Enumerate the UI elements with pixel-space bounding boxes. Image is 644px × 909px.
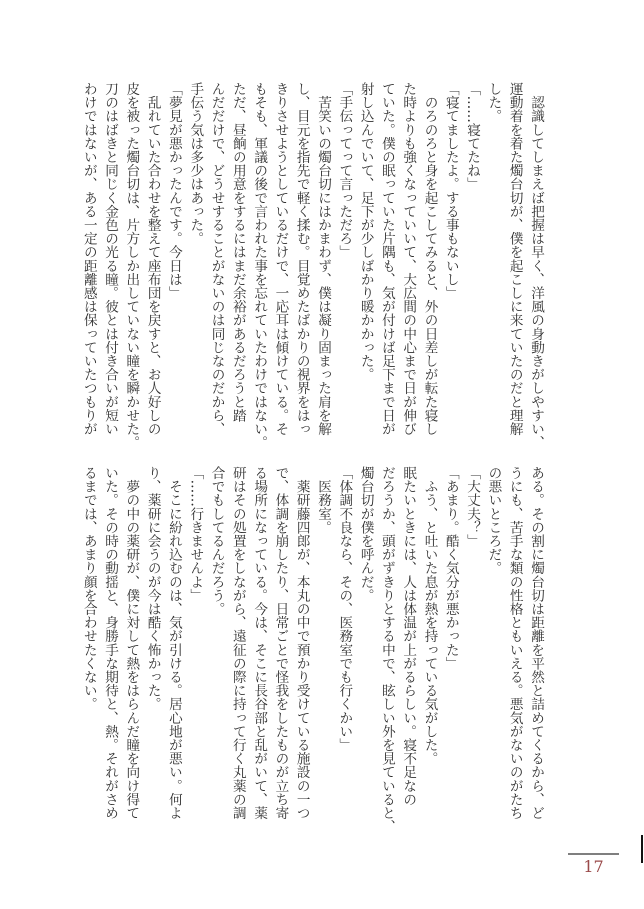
text-column: 「あまり。酷く気分が悪かった」 [442,466,459,670]
page-number: 17 [583,857,604,876]
text-column: で、体調を崩したり、日常ごとで怪我をしたものが立ち寄 [272,466,289,820]
text-column: る場所になっている。今は、そこに長谷部と乱がいて、薬 [251,466,268,820]
text-column: し、目元を指先で軽く揉む。目覚めたばかりの視界をはっ [293,82,310,436]
text-column: 夢の中の薬研が、僕に対して熱をはらんだ瞳を向け得て [123,466,140,820]
text-column: 刀のはばきと同じく金色の光る瞳。彼とは付き合いが短い [102,82,119,436]
text-column: もそも、軍議の後で言われた事を忘れていたわけではない。 [251,82,268,450]
text-column: の悪いところだ。 [485,466,502,575]
text-column: 「……行きませんよ」 [187,466,204,602]
text-column: 認識してしまえば把握は早く、洋風の身動きがしやすい、 [528,82,544,450]
text-column: 乱れていた合わせを整えて座布団を戻すと、お人好しの [144,82,161,436]
text-column: 「体調不良なら、その、医務室でも行くかい」 [336,466,353,752]
text-column: んだだけで、どうせすることがないのは同じなのだから、 [208,82,225,436]
text-column: 眠たいときには、人は体温が上がるらしい。寝不足なの [400,466,417,806]
text-column: わけではないが、ある一定の距離感は保っていたつもりが [80,82,97,436]
text-column: ただ、昼餉の用意をするにはまだ余裕があるだろうと踏 [229,82,246,422]
text-column: 皮を被った燭台切は、片方しか出していない瞳を瞬かせた。 [123,82,140,450]
text-column: そこに紛れ込むのは、気が引ける。居心地が悪い。何よ [165,466,182,820]
text-column: ふう、と吐いた息が熱を持っている気がした。 [421,466,438,766]
text-column: 「夢見が悪かったんです。今日は」 [165,82,182,300]
text-column: 燭台切が僕を呼んだ。 [357,466,374,602]
text-column: 「寝てましたよ。する事もないし」 [442,82,459,300]
text-column: 「……寝てたね」 [464,82,481,191]
page-number-rule [568,853,619,855]
text-block-lower [77,466,546,834]
text-column: 射し込んでいて、足下が少しばかり暖かかった。 [357,82,374,382]
text-column: 手伝う気は多少はあった。 [187,82,204,246]
text-column: 研はその処置をしながら、遠征の際に持って行く丸薬の調 [229,466,246,820]
text-column: きりさせようとしているだけで、一応耳は傾けている。そ [272,82,289,436]
text-column: のろのろと身を起こしてみると、外の日差しが転た寝し [421,82,438,436]
text-column: うにも、苦手な類の性格ともいえる。悪気がないのがたち [506,466,523,820]
text-column: した。 [485,82,502,123]
text-column: 苦笑いの燭台切にはかまわず、僕は凝り固まった肩を解 [315,82,332,436]
text-column: た時よりも強くなっていいて、大広間の中心まで日が伸び [400,82,417,436]
text-column: 運動着を着た燭台切が、僕を起こしに来ていたのだと理解 [506,82,523,436]
text-block-upper [77,82,546,450]
text-column: だろうか、頭がずきりとする中で、眩しい外を見ていると、 [378,466,395,834]
text-column: いた。その時の動揺と、身勝手な期待と、熱。それがさめ [102,466,119,820]
text-column: 薬研藤四郎が、本丸の中で預かり受けている施設の一つ [293,466,310,820]
text-column: ていた。僕の眠っていた片隅も、気が付けば足下まで日が [378,82,395,436]
text-column: 「大丈夫？」 [464,466,481,548]
text-column: ある。その割に燭台切は距離を平然と詰めてくるから、ど [528,466,544,820]
text-column: 合でもしてるんだろう。 [208,466,225,616]
text-column: 「手伝ってって言っただろ」 [336,82,353,259]
text-column: るまでは、あまり顔を合わせたくない。 [80,466,97,711]
text-column: り、薬研に会うのが今は酷く怖かった。 [144,466,161,711]
text-column: 医務室。 [315,466,332,534]
page-edge-mark [641,835,643,863]
